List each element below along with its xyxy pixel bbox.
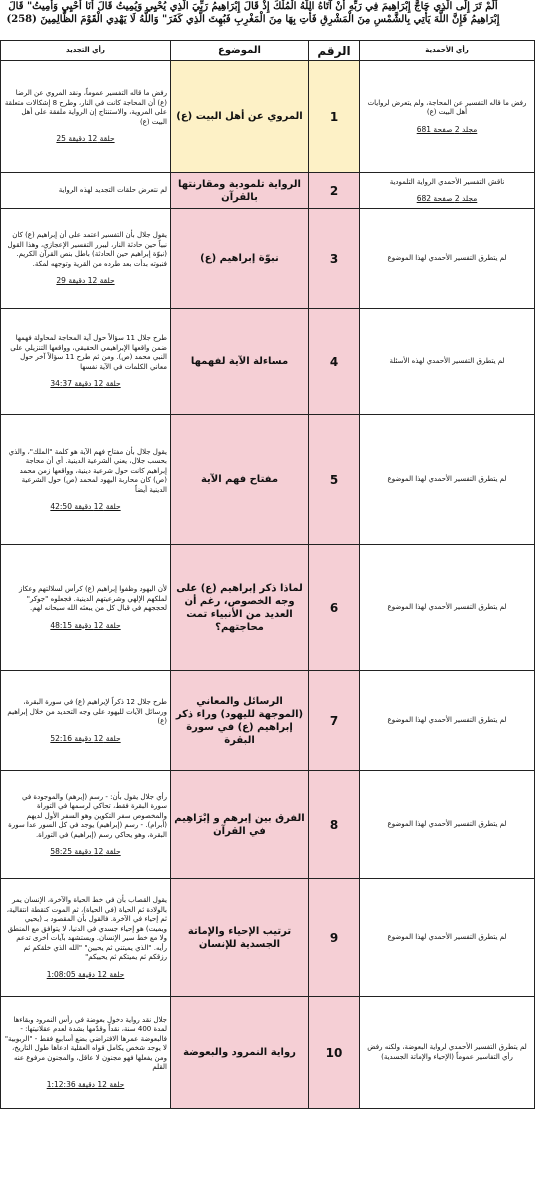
renewal-reference-link[interactable]: حلقة 12 دقيقة 48:15 [50, 620, 121, 630]
renewal-opinion-cell [1, 671, 171, 771]
ahmadi-opinion-text: لم يتطرق التفسير الأحمدي لهذه الأسئلة [389, 356, 505, 365]
ahmadi-opinion-text: لم يتطرق التفسير الأحمدي لهذا الموضوع [387, 602, 507, 611]
renewal-reference-link[interactable]: حلقة 12 دقيقة 1:12:36 [46, 1079, 125, 1089]
table-row [1, 771, 535, 879]
row-number-cell: 10 [309, 997, 360, 1109]
table-row [1, 545, 535, 671]
renewal-opinion-cell [1, 879, 171, 997]
ahmadi-opinion-cell [360, 173, 535, 209]
topic-cell: الرسائل والمعاني (الموجهة لليهود) وراء ذكر إبراهيم (ع) في سورة البقرة [171, 671, 309, 771]
renewal-opinion-text: لم نتعرض حلقات التجديد لهذه الرواية [58, 185, 167, 194]
topic-cell: الفرق بين إبرهم و إبْرَاهِيم في القرآن [171, 771, 309, 879]
row-number-cell: 3 [309, 209, 360, 309]
ahmadi-opinion-text: لم يتطرق التفسير الأحمدي لهذا الموضوع [387, 819, 507, 828]
table-row [1, 173, 535, 209]
renewal-opinion-cell [1, 309, 171, 415]
topic-cell: رواية النمرود والبعوضة [171, 997, 309, 1109]
ahmadi-opinion-cell [360, 309, 535, 415]
ahmadi-opinion-text: لم يتطرق التفسير الأحمدي لهذا الموضوع [387, 474, 507, 483]
renewal-opinion-text: رأي جلال يقول بأن: - رسم (إبرهم) والموجودة في سورة البقرة فقط، تحاكي لرسمها في التوراة والمخصوص سفر التكوين وهو السفر الأول لديهم (أبرام). - رسم (إبراهيم) يوجد في كل السور عدا سورة البقرة، وهو يحاكي رسم (إبراهيم) في التوراة. [8, 792, 167, 839]
topic-cell: نبوّة إبراهيم (ع) [171, 209, 309, 309]
ahmadi-opinion-cell [360, 545, 535, 671]
renewal-opinion-text: جلال نقد رواية دخول بعوضة في رأس النمرود وبقاءها لمدة 400 سنة، نقداً وقدّمها بشدة لعدم عقلانيتها: - فالبعوضة عمرها الافتراضي بضع أسابيع فقط - "الربوبية" لا يوجد شخص يكامل قواه العقلية ادعاها طول التاريخ، ومن يفعلها فهو مجنون لا عاقل، والمجنون مرفوع عنه القلم [4, 1015, 167, 1072]
ahmadi-opinion-cell [360, 997, 535, 1109]
row-number-cell: 9 [309, 879, 360, 997]
renewal-opinion-text: يقول القصاب بأن في خط الحياة والآخرة، الإنسان يمر بالولادة ثم الحياة (في الحياة)، ثم الموت كنقطة انتقالية، ثم إحياء في الآخرة. فالقول بأن المقصود بـ (يحيي ويميت) هو إحياء جسدي في الدنيا، لا يتوافق مع المنطق ولا مع خط سير الإنسان. ويستشهد بآيات أخرى تدعم رأيه. "الذي يميتني ثم يحيين" "الله الذي خلقكم ثم رزقكم ثم يميتكم ثم يحييكم" [6, 896, 167, 961]
ahmadi-opinion-text: لم يتطرق التفسير الأحمدي لرواية البعوضة، ولكنه رفض رأي التفاسير عموماً (الإحياء والإماتة الجسدية) [367, 1043, 527, 1061]
renewal-opinion-cell [1, 997, 171, 1109]
verse-text: أَلَمْ تَرَ إِلَى الَّذِي حَاجَّ إِبْرَاهِيمَ فِي رَبِّهِ أَنْ آتَاهُ اللَّهُ الْمُلْكَ إِذْ قَالَ إِبْرَاهِيمُ رَبِّيَ الَّذِي يُحْيِي وَيُمِيتُ قَالَ أَنَا أُحْيِي وَأُمِيتُ" قَالَ إِبْرَاهِيمُ فَإِنَّ اللَّهَ يَأْتِي بِالشَّمْسِ مِنَ الْمَشْرِقِ فَأْتِ بِهَا مِنَ الْمَغْرِبِ فَبُهِتَ الَّذِي كَفَرَ" وَاللَّهُ لَا يَهْدِي الْقَوْمَ الظَّالِمِينَ (258) [6, 1, 500, 25]
renewal-reference-link[interactable]: حلقة 12 دقيقة 25 [56, 134, 115, 144]
ahmadi-opinion-cell [360, 771, 535, 879]
renewal-opinion-text: طرح جلال 11 سؤالاً حول آية المحاجة لمحاولة فهمها ضمن واقعها الإبراهيمي الحقيقي، وواقعها التنزيلي على النبي محمد (ص). ومن ثم طرح 11 سؤالاً آخر حول معاني الكلمات في الآية نفسها [10, 334, 167, 371]
table-row [1, 879, 535, 997]
renewal-reference-link[interactable]: حلقة 12 دقيقة 1:08:05 [46, 969, 125, 979]
row-number-cell: 1 [309, 61, 360, 173]
ahmadi-opinion-cell [360, 671, 535, 771]
comparison-table [0, 40, 535, 1109]
table-row [1, 61, 535, 173]
ahmadi-opinion-text: لم يتطرق التفسير الأحمدي لهذا الموضوع [387, 715, 507, 724]
ahmadi-opinion-text: لم يتطرق التفسير الأحمدي لهذا الموضوع [387, 253, 507, 262]
table-row [1, 415, 535, 545]
renewal-opinion-cell [1, 545, 171, 671]
ahmadi-opinion-cell [360, 61, 535, 173]
row-number-cell: 8 [309, 771, 360, 879]
renewal-opinion-text: طرح جلال 12 ذكراً لإبراهيم (ع) في سورة البقرة، ورسائل الآيات لليهود على وجه التحديد من خلال إبراهيم (ع) [7, 698, 167, 725]
ahmadi-reference-link[interactable]: مجلد 2 صفحة 682 [416, 194, 478, 203]
renewal-opinion-text: يقول جلال بأن التفسير اعتمد على أن إبراهيم (ع) كان نبياً حين حادثة النار، ليبرر التفسير الإعجازي، وهذا القول (نبوّة إبراهيم حين الحادثة) باطل بنص القرآن الكريم. فنبوته بدأت بعد طرده من القرية وتوجهه لمكة. [7, 231, 167, 268]
topic-cell: ترتيب الإحياء والإماتة الجسدية للإنسان [171, 879, 309, 997]
renewal-opinion-cell [1, 415, 171, 545]
renewal-reference-link[interactable]: حلقة 12 دقيقة 52:16 [50, 733, 121, 743]
renewal-opinion-text: لأن اليهود وظفوا إبراهيم (ع) كرأس لسلالتهم وعكاز لملكهم الإلهي وشرعيتهم الدينية. فجعلوه "جوكر" لحججهم في قبال كل من يبعثه الله سبحانه لهم. [18, 585, 167, 612]
ahmadi-reference-link[interactable]: مجلد 2 صفحة 681 [416, 124, 478, 134]
renewal-opinion-text: رفض ما قاله التفسير عموماً، ونقد المروي عن الرضا (ع) أن المحاجة كانت في النار، وطرح 8 إشكالات متعلقة على المروية، والاستنتاج إن الرواية ملفقة على أهل البيت (ع) [4, 89, 167, 126]
ahmadi-opinion-cell [360, 879, 535, 997]
topic-cell: لماذا ذكر إبراهيم (ع) على وجه الخصوص، رغم أن العديد من الأنبياء تمت محاجتهم؟ [171, 545, 309, 671]
header-ahmadi: رأي الأحمدية [360, 41, 535, 61]
row-number-cell: 5 [309, 415, 360, 545]
header-number: الرقم [309, 41, 360, 61]
row-number-cell: 6 [309, 545, 360, 671]
table-row [1, 997, 535, 1109]
renewal-opinion-text: يقول جلال بأن مفتاح فهم الآية هو كلمة "الملك"، والذي بحسب جلال، يعني الشرعية الدينية. أي أن محاجة إبراهيم كانت حول شرعية دينية، وواقعها زمن محمد (ص) كان محاربة اليهود لمحمد (ص) حول الشرعية الدينية أيضاً [8, 447, 167, 494]
ahmadi-opinion-cell [360, 209, 535, 309]
header-renewal: رأي التجديد [1, 41, 171, 61]
renewal-reference-link[interactable]: حلقة 12 دقيقة 29 [56, 276, 115, 286]
row-number-cell: 7 [309, 671, 360, 771]
header-topic: الموضوع [171, 41, 309, 61]
topic-cell: مساءلة الآية لفهمها [171, 309, 309, 415]
row-number-cell: 4 [309, 309, 360, 415]
topic-cell: المروي عن أهل البيت (ع) [171, 61, 309, 173]
renewal-opinion-cell [1, 173, 171, 209]
renewal-opinion-cell [1, 61, 171, 173]
renewal-opinion-cell [1, 771, 171, 879]
topic-cell: مفتاح فهم الآية [171, 415, 309, 545]
row-number-cell: 2 [309, 173, 360, 209]
ahmadi-opinion-cell [360, 415, 535, 545]
renewal-reference-link[interactable]: حلقة 12 دقيقة 34:37 [50, 379, 121, 389]
table-header-row [1, 41, 535, 61]
topic-cell: الرواية تلمودية ومقارنتها بالقرآن [171, 173, 309, 209]
ahmadi-opinion-text: ناقش التفسير الأحمدي الرواية التلمودية [389, 177, 505, 186]
ahmadi-opinion-text: لم يتطرق التفسير الأحمدي لهذا الموضوع [387, 932, 507, 941]
renewal-opinion-cell [1, 209, 171, 309]
table-row [1, 209, 535, 309]
renewal-reference-link[interactable]: حلقة 12 دقيقة 42:50 [50, 502, 121, 511]
renewal-reference-link[interactable]: حلقة 12 دقيقة 58:25 [50, 847, 121, 856]
table-row [1, 671, 535, 771]
ahmadi-opinion-text: رفض ما قاله التفسير عن المحاجة، ولم يتعرض لروايات أهل البيت (ع) [367, 98, 527, 117]
table-row [1, 309, 535, 415]
